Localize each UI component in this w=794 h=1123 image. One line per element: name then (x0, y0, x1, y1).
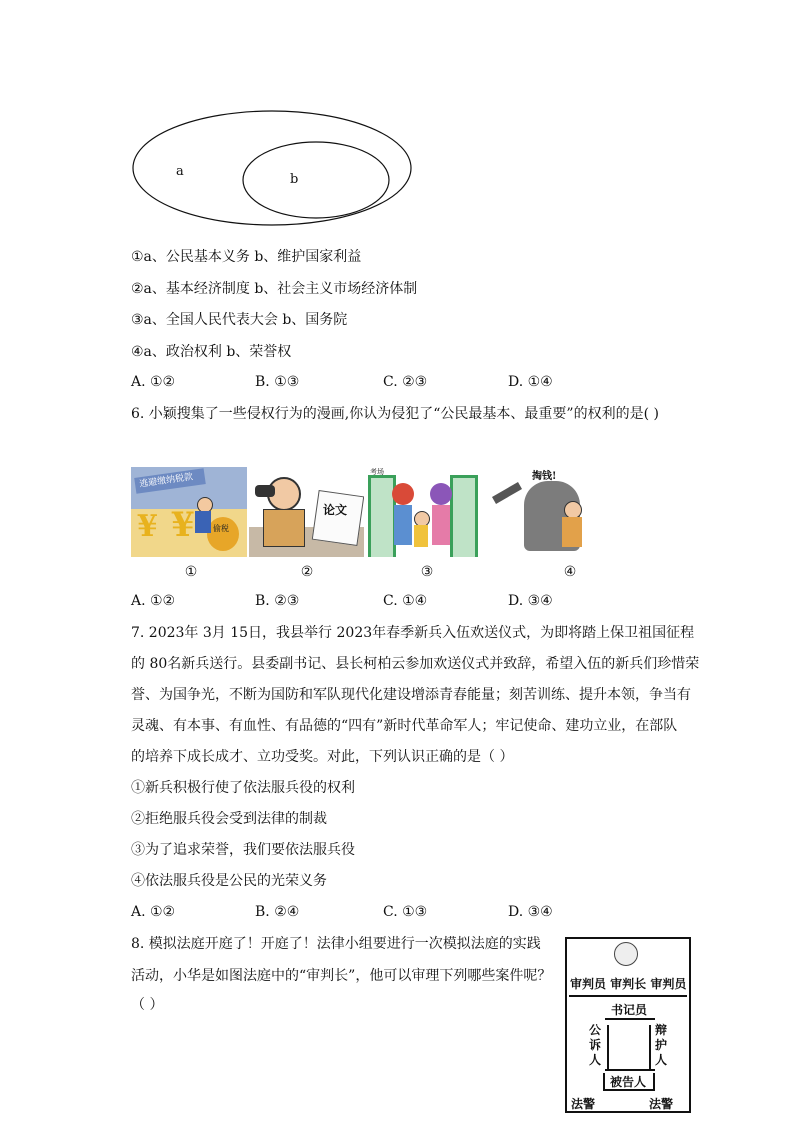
q5-statement-4: ④a、政治权利 b、荣誉权 (131, 344, 292, 360)
cartoon-2-paper-text: 论文 (323, 503, 348, 517)
venn-inner-ellipse (243, 142, 389, 218)
q8-stem-line-3: （ ） (131, 997, 164, 1013)
venn-outer-ellipse (133, 111, 411, 225)
q5-option-b[interactable]: B. ①③ (255, 374, 300, 390)
venn-label-a: a (176, 164, 184, 179)
cartoon-1-bag-text: 偷税 (213, 524, 229, 533)
door-left (368, 475, 396, 557)
q7-option-a[interactable]: A. ①② (131, 904, 176, 920)
cartoon-4-speech-text: 掏钱! (532, 471, 557, 482)
q6-option-b[interactable]: B. ②③ (255, 593, 300, 609)
paper-sheet (312, 490, 365, 546)
cartoon-1-image (131, 467, 247, 557)
cartoon-3-caption: ③ (420, 564, 434, 580)
q7-option-c[interactable]: C. ①③ (383, 904, 428, 920)
q8-stem-line-2: 活动，小华是如图法庭中的“审判长”，他可以审理下列哪些案件呢？ (131, 968, 552, 984)
court-defender: 辩护人 (655, 1023, 668, 1067)
q5-statement-1: ①a、公民基本义务 b、维护国家利益 (131, 249, 362, 265)
q5-option-c[interactable]: C. ②③ (383, 374, 428, 390)
venn-diagram (130, 108, 420, 230)
court-police-left: 法警 (571, 1097, 596, 1111)
q7-statement-1: ①新兵积极行使了依法服兵役的权利 (131, 780, 355, 796)
q6-option-c[interactable]: C. ①④ (383, 593, 428, 609)
q5-option-d[interactable]: D. ①④ (508, 374, 553, 390)
cartoon-3-sign-text: 考场 (370, 468, 384, 476)
yuan-sign-1: ¥ (137, 509, 158, 544)
q7-stem-line-5: 的培养下成长成才、立功受奖。对此，下列认识正确的是（ ） (131, 749, 514, 765)
q6-option-d[interactable]: D. ③④ (508, 593, 553, 609)
cartoon-1-banner-text: 逃避缴纳税款 (138, 472, 194, 490)
venn-label-b: b (290, 172, 299, 187)
court-clerk: 书记员 (611, 1003, 648, 1017)
national-emblem-icon (614, 942, 638, 966)
court-diagram (565, 937, 691, 1113)
q8-stem-line-1: 8. 模拟法庭开庭了！开庭了！法律小组要进行一次模拟法庭的实践 (131, 936, 541, 952)
q7-option-d[interactable]: D. ③④ (508, 904, 553, 920)
q7-statement-2: ②拒绝服兵役会受到法律的制裁 (131, 811, 327, 827)
q7-statement-3: ③为了追求荣誉，我们要依法服兵役 (131, 842, 355, 858)
cartoon-2-image (249, 467, 365, 557)
q5-statement-2: ②a、基本经济制度 b、社会主义市场经济体制 (131, 281, 418, 297)
q6-option-a[interactable]: A. ①② (131, 593, 176, 609)
q7-statement-4: ④依法服兵役是公民的光荣义务 (131, 873, 327, 889)
q6-stem: 6. 小颖搜集了一些侵权行为的漫画,你认为侵犯了“公民最基本、最重要”的权利的是( ) (131, 406, 659, 422)
cartoon-4-caption: ④ (563, 564, 577, 580)
q5-statement-3: ③a、全国人民代表大会 b、国务院 (131, 312, 348, 328)
person-purple-hair (430, 483, 452, 505)
cartoon-1-caption: ① (184, 564, 198, 580)
court-defendant: 被告人 (610, 1075, 647, 1089)
court-judges-row: 审判员 审判长 审判员 (570, 977, 687, 991)
q7-stem-line-4: 灵魂、有本事、有血性、有品德的“四有”新时代革命军人；牢记使命、建功立业，在部队 (131, 718, 678, 734)
q7-stem-line-2: 的 80名新兵送行。县委副书记、县长柯柏云参加欢送仪式并致辞，希望入伍的新兵们珍惜荣 (131, 656, 700, 672)
cartoon-3-image (364, 467, 480, 557)
knife (492, 482, 522, 504)
binoculars (255, 485, 275, 497)
court-prosecutor: 公诉人 (589, 1023, 602, 1067)
q7-stem-line-1: 7. 2023年 3月 15日，我县举行 2023年春季新兵入伍欢送仪式，为即将踏上保卫祖国征程 (131, 625, 695, 641)
court-police-right: 法警 (649, 1097, 674, 1111)
q7-stem-line-3: 誉、为国争光，不断为国防和军队现代化建设增添青春能量；刻苦训练、提升本领，争当有 (131, 687, 691, 703)
person-red-hair (392, 483, 414, 505)
cartoon-4-image (492, 467, 608, 557)
cartoon-2-caption: ② (300, 564, 314, 580)
door-right (450, 475, 478, 557)
q7-option-b[interactable]: B. ②④ (255, 904, 300, 920)
q5-option-a[interactable]: A. ①② (131, 374, 176, 390)
yuan-sign-2: ¥ (171, 505, 195, 545)
